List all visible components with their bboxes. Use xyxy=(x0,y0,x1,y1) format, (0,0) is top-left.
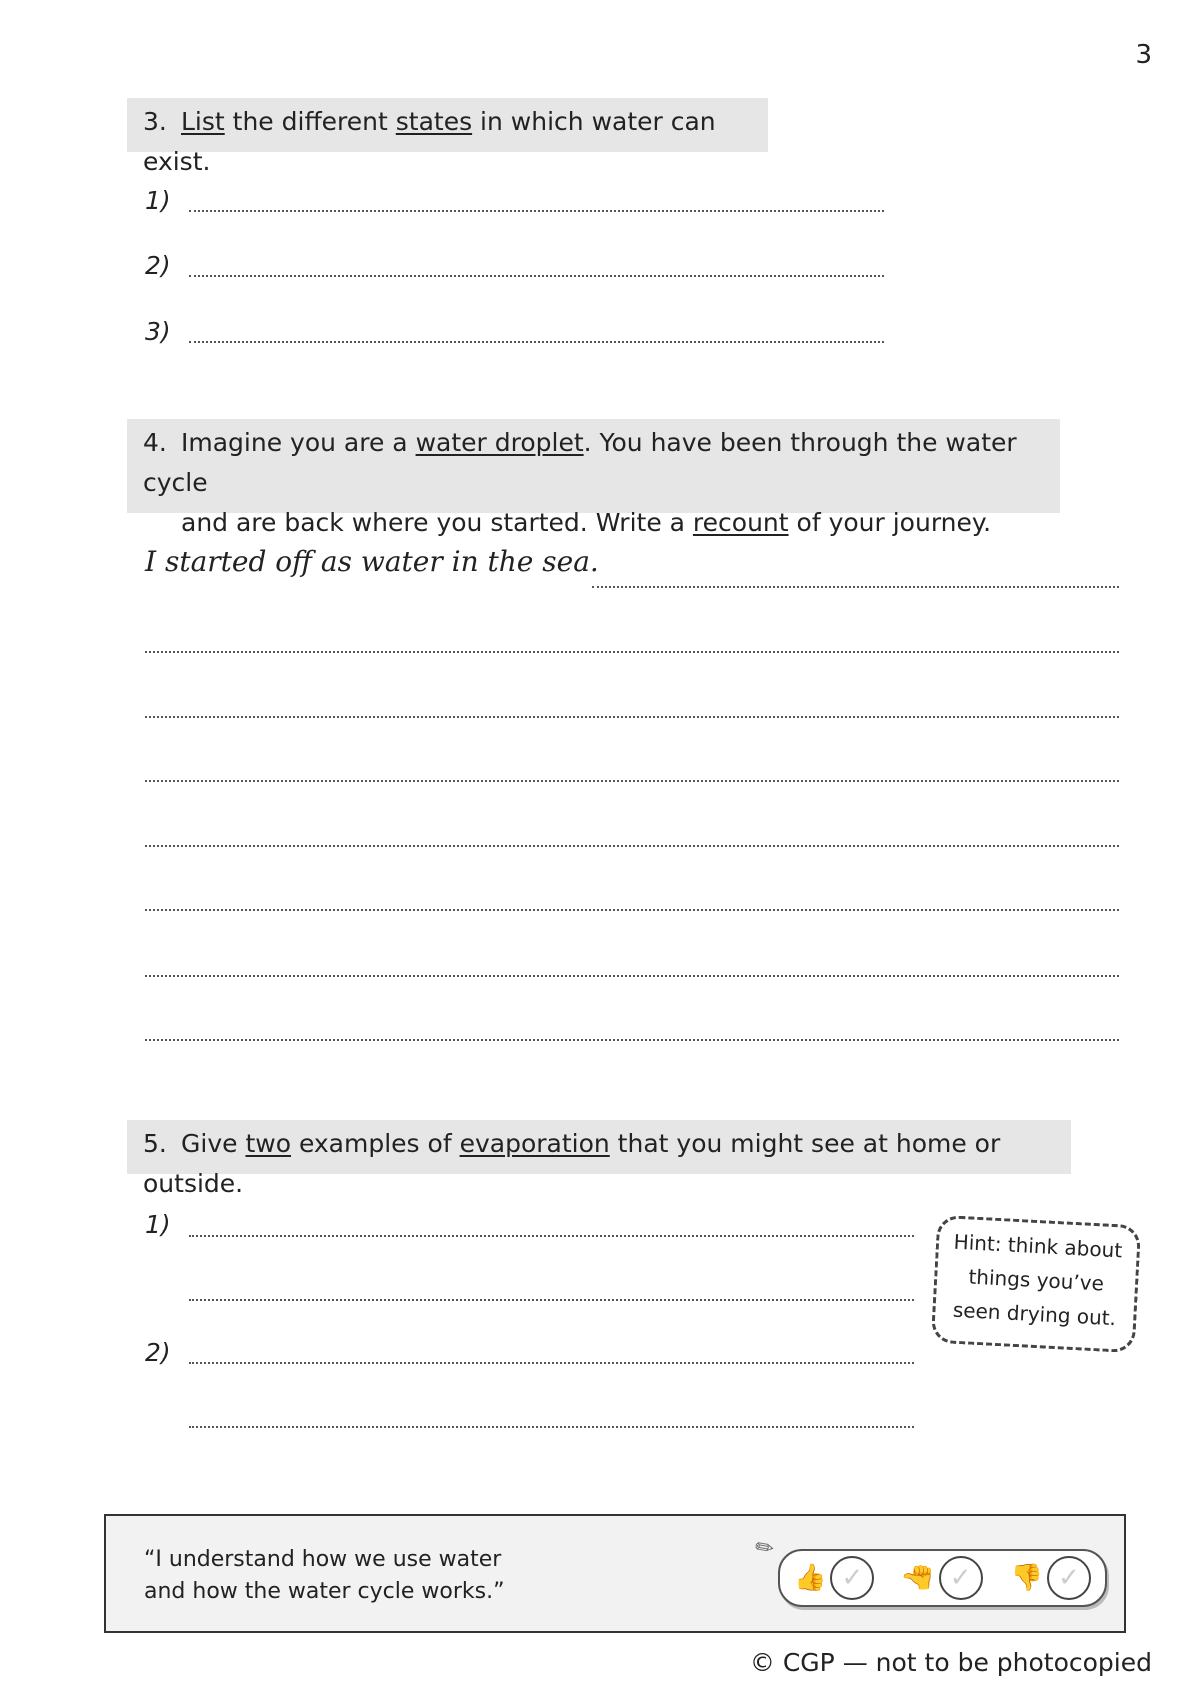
sentence-starter: I started off as water in the sea. xyxy=(145,545,599,578)
thumbs-up-icon: 👍 xyxy=(793,1563,827,1593)
question-number: 3. xyxy=(143,107,167,136)
question-number: 4. xyxy=(143,428,167,457)
hint-text: Hint: think about xyxy=(953,1229,1123,1263)
q3-text: the different xyxy=(224,107,396,136)
page-number: 3 xyxy=(1135,40,1152,70)
question-number: 5. xyxy=(143,1129,167,1158)
q5-text: two xyxy=(245,1129,291,1158)
statement-line: “I understand how we use water xyxy=(144,1547,502,1572)
q4-text: Imagine you are a xyxy=(181,428,416,457)
answer-line[interactable] xyxy=(189,1426,914,1428)
rating-thumbs-down[interactable] xyxy=(1011,1556,1091,1600)
answer-line[interactable] xyxy=(189,1299,914,1301)
answer-line[interactable] xyxy=(189,210,884,212)
answer-line[interactable] xyxy=(189,1235,914,1237)
answer-label: 2) xyxy=(145,1338,171,1367)
thumbs-down-icon: 👎 xyxy=(1010,1563,1043,1593)
pencil-icon: ✎ xyxy=(750,1532,780,1565)
answer-line[interactable] xyxy=(145,975,1119,977)
check-circle[interactable]: ✓ xyxy=(830,1556,874,1600)
answer-line[interactable] xyxy=(145,845,1119,847)
q3-text: List xyxy=(181,107,225,136)
q5-text: evaporation xyxy=(459,1129,610,1158)
thumbs-sideways-icon: 👍 xyxy=(903,1561,934,1595)
self-assessment-statement xyxy=(144,1544,505,1608)
answer-line[interactable] xyxy=(145,909,1119,911)
q4-text: . You have been through the water cycle xyxy=(143,428,1017,497)
statement-line: and how the water cycle works.” xyxy=(144,1579,505,1604)
hint-text: seen drying out. xyxy=(952,1297,1117,1331)
question-3 xyxy=(127,98,768,176)
q3-text: in which water can exist. xyxy=(143,107,716,176)
answer-label: 3) xyxy=(145,317,171,346)
answer-line[interactable] xyxy=(189,1362,914,1364)
answer-line[interactable] xyxy=(145,780,1119,782)
question-5 xyxy=(127,1120,1071,1198)
self-assessment-box xyxy=(104,1514,1126,1633)
answer-label: 1) xyxy=(145,1210,171,1239)
answer-label: 1) xyxy=(145,186,171,215)
q3-text: states xyxy=(395,107,473,136)
answer-label: 2) xyxy=(145,251,171,280)
answer-line[interactable] xyxy=(189,275,884,277)
answer-line[interactable] xyxy=(145,651,1119,653)
q4-text: recount xyxy=(692,508,789,537)
check-circle[interactable]: ✓ xyxy=(939,1556,983,1600)
q5-text: Give xyxy=(181,1129,246,1158)
q4-text: of your journey. xyxy=(788,508,992,537)
q4-text: water droplet xyxy=(415,428,584,457)
q5-text: that you might see at home or outside. xyxy=(143,1129,1001,1198)
q5-text: examples of xyxy=(291,1129,460,1158)
answer-line[interactable] xyxy=(592,586,1119,588)
rating-thumbs-sideways[interactable] xyxy=(902,1556,982,1600)
hint-text: things you’ve xyxy=(967,1264,1105,1296)
q4-text: and are back where you started. Write a xyxy=(181,508,693,537)
answer-line[interactable] xyxy=(145,716,1119,718)
answer-line[interactable] xyxy=(189,341,884,343)
hint-bubble xyxy=(931,1215,1141,1354)
rating-thumbs-up[interactable] xyxy=(794,1556,874,1600)
check-circle[interactable]: ✓ xyxy=(1047,1556,1091,1600)
rating-bar xyxy=(778,1549,1107,1607)
copyright-footer: © CGP — not to be photocopied xyxy=(749,1648,1152,1677)
question-4 xyxy=(127,419,1060,537)
answer-line[interactable] xyxy=(145,1039,1119,1041)
